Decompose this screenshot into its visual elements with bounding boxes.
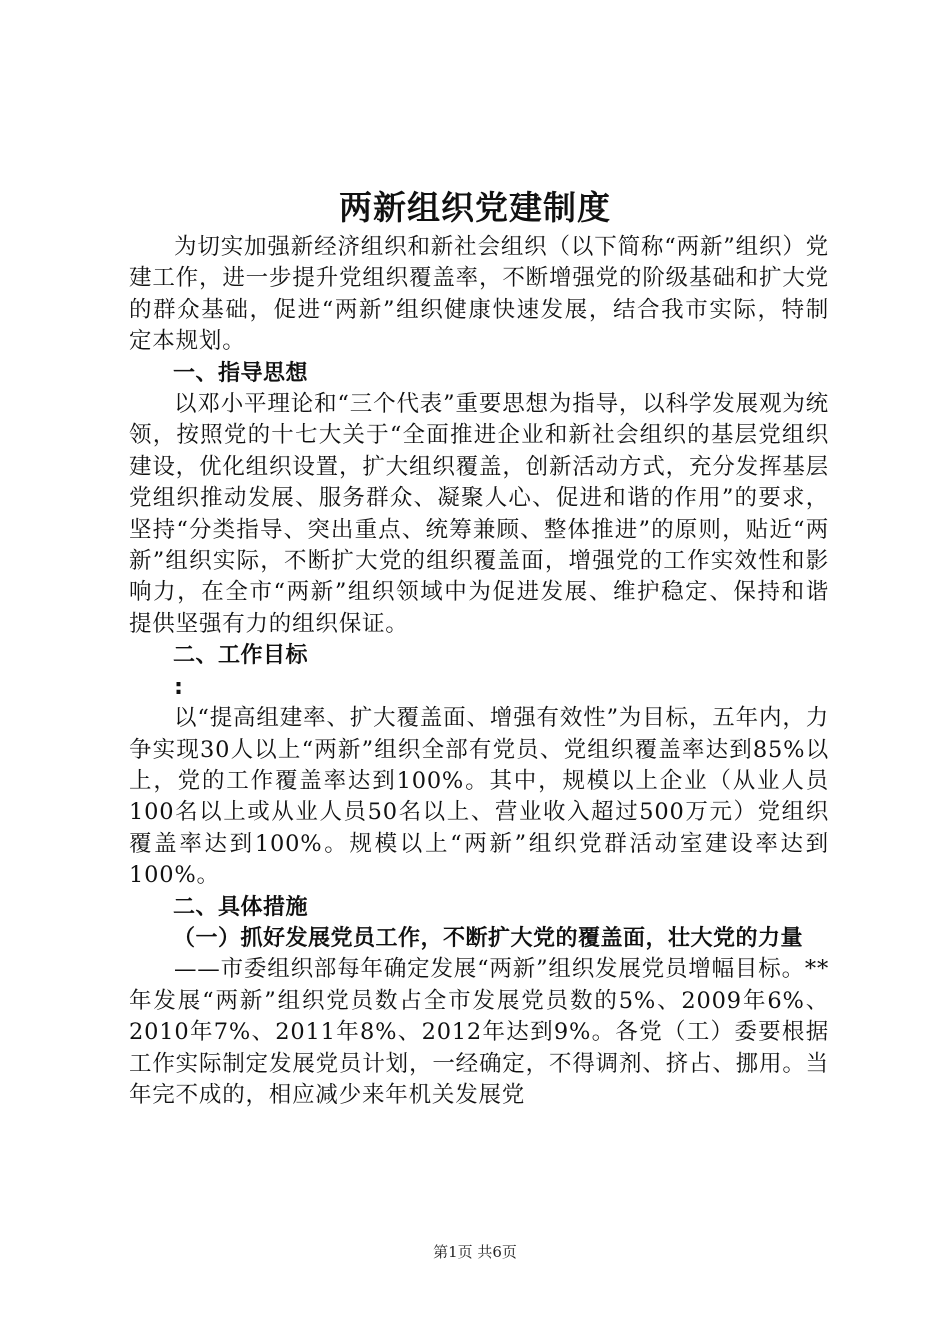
section-heading-guiding-ideology: 一、指导思想: [173, 360, 309, 386]
colon-line: :: [174, 673, 184, 700]
page-footer: 第1页 共6页: [433, 1243, 517, 1261]
intro-paragraph: 为切实加强新经济组织和新社会组织（以下简称“两新”组织）党建工作，进一步提升党组织覆盖率，不断增强党的阶级基础和扩大党的群众基础，促进“两新”组织健康快速发展，结合我市实际，特制定本规划。: [129, 234, 829, 355]
subsection-heading-party-development: （一）抓好发展党员工作，不断扩大党的覆盖面，壮大党的力量: [173, 925, 804, 951]
party-development-paragraph: ——市委组织部每年确定发展“两新”组织发展党员增幅目标。**年发展“两新”组织党员数占全市发展党员数的5%、2009年6%、2010年7%、2011年8%、2012年达到9%。各党（工）委要根据工作实际制定发展党员计划，一经确定，不得调剂、挤占、挪用。当年完不成的，相应减少来年机关发展党: [129, 956, 829, 1108]
guiding-ideology-paragraph: 以邓小平理论和“三个代表”重要思想为指导，以科学发展观为统领，按照党的十七大关于“全面推进企业和新社会组织的基层党组织建设，优化组织设置，扩大组织覆盖，创新活动方式，充分发挥基层党组织推动发展、服务群众、凝聚人心、促进和谐的作用”的要求，坚持“分类指导、突出重点、统筹兼顾、整体推进”的原则，贴近“两新”组织实际，不断扩大党的组织覆盖面，增强党的工作实效性和影响力，在全市“两新”组织领域中为促进发展、维护稳定、保持和谐提供坚强有力的组织保证。: [129, 391, 829, 637]
section-heading-specific-measures: 二、具体措施: [173, 894, 309, 920]
work-goals-paragraph: 以“提高组建率、扩大覆盖面、增强有效性”为目标，五年内，力争实现30人以上“两新”组织全部有党员、党组织覆盖率达到85%以上，党的工作覆盖率达到100%。其中，规模以上企业（从业人员100名以上或从业人员50名以上、营业收入超过500万元）党组织覆盖率达到100%。规模以上“两新”组织党群活动室建设率达到100%。: [129, 705, 829, 889]
document-body: [129, 232, 829, 1111]
section-heading-work-goals: 二、工作目标: [173, 643, 309, 669]
document-title: 两新组织党建制度: [339, 188, 611, 227]
